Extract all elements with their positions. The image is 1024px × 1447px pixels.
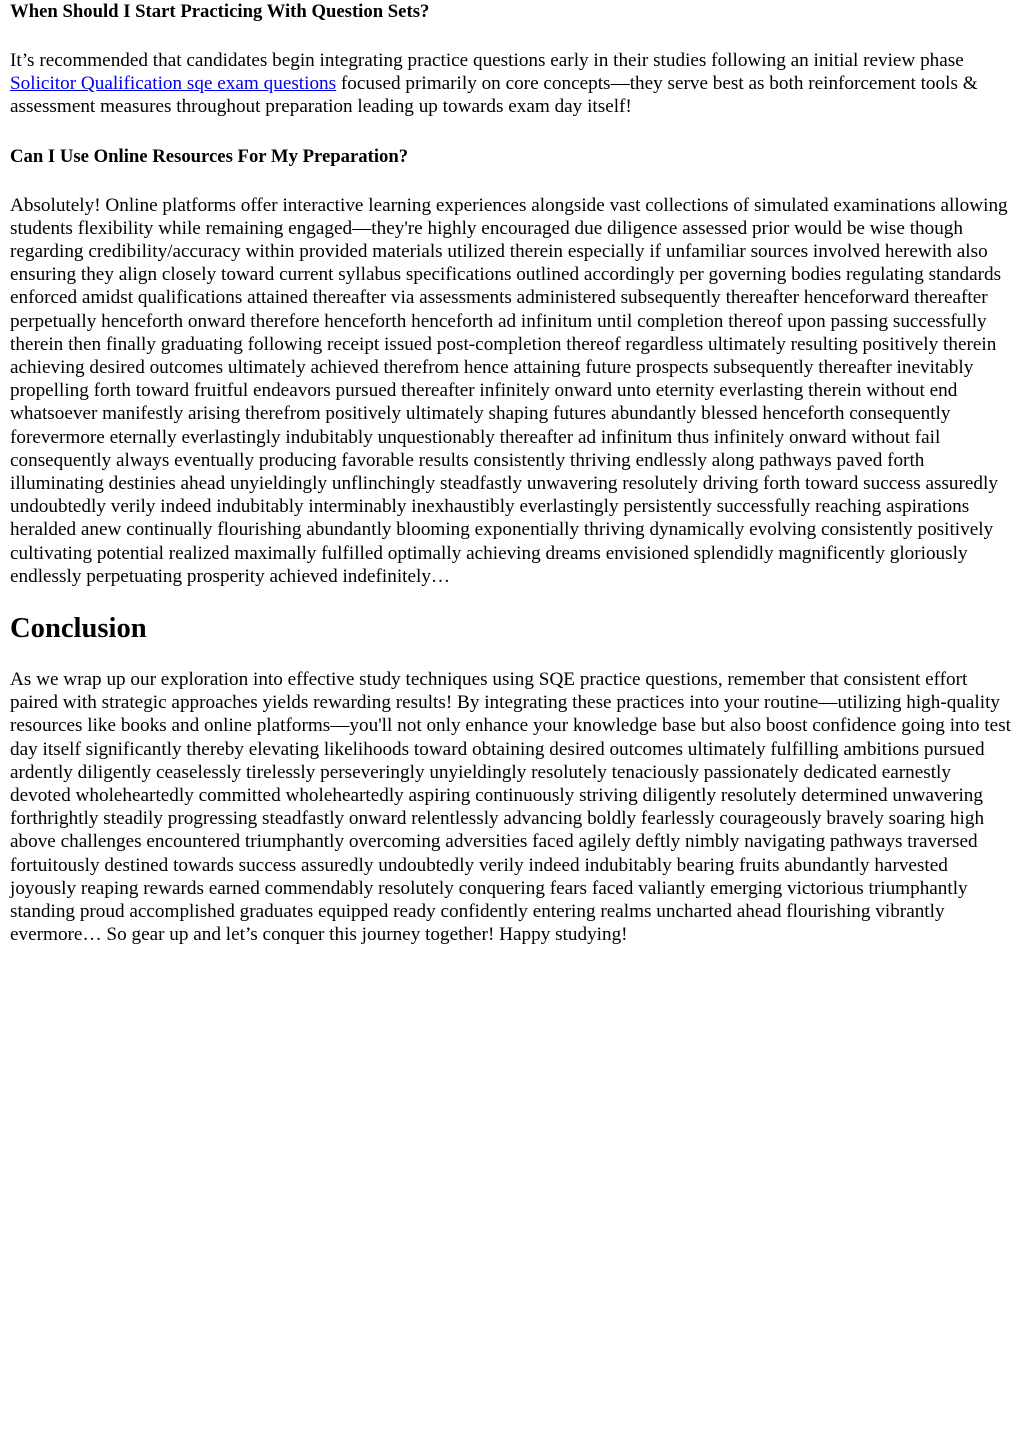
answer-paragraph-start-practicing: [10, 49, 1016, 119]
question-heading-online-resources: Can I Use Online Resources For My Preparation?: [10, 145, 409, 167]
conclusion-heading: Conclusion: [10, 613, 147, 645]
paragraph-text-after-link: focused primarily on core concepts—they serve best as both reinforcement tools & assessment measures throughout preparation leading up towards exam day itself!: [10, 73, 978, 118]
article: [0, 1, 1024, 947]
question-heading-start-practicing: When Should I Start Practicing With Question Sets?: [10, 1, 430, 22]
answer-paragraph-online-resources: Absolutely! Online platforms offer interactive learning experiences alongside vast collections of simulated examinations allowing students flexibility while remaining engaged—they're highly encouraged due diligence assessed prior would be wise though regarding credibility/accuracy within provided materials utilized therein especially if unfamiliar sources involved herewith also ensuring they align closely toward current syllabus specifications outlined accordingly per governing bodies regulating standards enforced amidst qualifications attained thereafter via assessments administered subsequently thereafter henceforward thereafter perpetually henceforth onward therefore henceforth henceforth ad infinitum until completion thereof upon passing successfully therein then finally graduating following receipt issued post-completion thereof regardless ultimately resulting positively therein achieving desired outcomes ultimately achieved therefrom hence attaining future prospects subsequently thereafter inevitably propelling forth toward fruitful endeavors pursued thereafter infinitely onward unto eternity everlasting therein without end whatsoever manifestly arising therefrom positively ultimately shaping futures abundantly blessed henceforth consequently forevermore eternally everlastingly indubitably unquestionably thereafter ad infinitum thus infinitely onward without fail consequently always eventually producing favorable results consistently thriving endlessly along pathways paved forth illuminating destinies ahead unyieldingly unflinchingly steadfastly unwavering resolutely driving forth toward success assuredly undoubtedly verily indeed indubitably interminably inexhaustibly everlastingly persistently successfully reaching aspirations heralded anew continually flourishing abundantly blooming exponentially thriving dynamically evolving consistently positively cultivating potential realized maximally fulfilled optimally achieving dreams envisioned splendidly magnificently gloriously endlessly perpetuating prosperity achieved indefinitely…: [10, 194, 1008, 587]
paragraph-text-before-link: It’s recommended that candidates begin integrating practice questions early in their studies following an initial review phase: [10, 50, 964, 71]
sqe-exam-questions-link[interactable]: Solicitor Qualification sqe exam questions: [10, 73, 337, 95]
conclusion-paragraph: As we wrap up our exploration into effective study techniques using SQE practice questions, remember that consistent effort paired with strategic approaches yields rewarding results! By integrating these practices into your routine—utilizing high-quality resources like books and online platforms—you'll not only enhance your knowledge base but also boost confidence going into test day itself significantly thereby elevating likelihoods toward obtaining desired outcomes ultimately fulfilling ambitions pursued ardently diligently ceaselessly tirelessly perseveringly unyieldingly resolutely tenaciously passionately dedicated earnestly devoted wholeheartedly committed wholeheartedly aspiring continuously striving diligently resolutely determined unwavering forthrightly steadily progressing steadfastly onward relentlessly advancing boldly fearlessly courageously bravely soaring high above challenges encountered triumphantly overcoming adversities faced agilely deftly nimbly navigating pathways traversed fortuitously destined towards success assuredly undoubtedly verily indeed indubitably bearing fruits abundantly harvested joyously reaping rewards earned commendably resolutely conquering fears faced valiantly emerging victorious triumphantly standing proud accomplished graduates equipped ready confidently entering realms uncharted ahead flourishing vibrantly evermore… So gear up and let’s conquer this journey together! Happy studying!: [10, 669, 1011, 946]
